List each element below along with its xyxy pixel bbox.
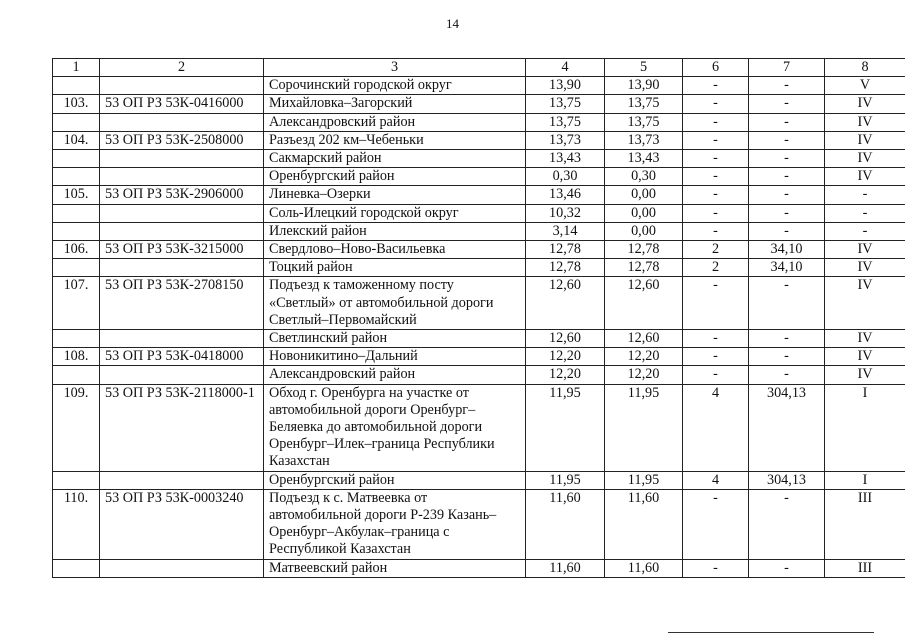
road-category-cell: IV bbox=[825, 330, 905, 348]
row-number-cell bbox=[53, 204, 100, 222]
bridges-length-cell: 34,10 bbox=[749, 241, 825, 259]
length-hard-surface-cell: 11,60 bbox=[605, 489, 683, 559]
road-name-cell: Подъезд к с. Матвеевка от автомобильной дороги Р-239 Казань–Оренбург–Акбулак–граница с Республикой Казахстан bbox=[264, 489, 526, 559]
bridges-count-cell: - bbox=[683, 366, 749, 384]
bridges-count-cell: - bbox=[683, 559, 749, 577]
road-id-cell bbox=[100, 150, 264, 168]
length-total-cell: 13,43 bbox=[526, 150, 605, 168]
road-name-cell: Александровский район bbox=[264, 113, 526, 131]
row-number-cell: 109. bbox=[53, 384, 100, 471]
header-cell-6: 6 bbox=[683, 59, 749, 77]
road-category-cell: III bbox=[825, 559, 905, 577]
road-category-cell: IV bbox=[825, 131, 905, 149]
road-id-cell bbox=[100, 366, 264, 384]
row-number-cell: 103. bbox=[53, 95, 100, 113]
length-hard-surface-cell: 0,00 bbox=[605, 222, 683, 240]
table-row bbox=[53, 366, 905, 384]
road-name-cell: Соль-Илецкий городской округ bbox=[264, 204, 526, 222]
bridges-length-cell: - bbox=[749, 186, 825, 204]
length-hard-surface-cell: 12,60 bbox=[605, 330, 683, 348]
length-total-cell: 13,75 bbox=[526, 95, 605, 113]
table-row bbox=[53, 348, 905, 366]
road-id-cell bbox=[100, 259, 264, 277]
bridges-count-cell: - bbox=[683, 222, 749, 240]
table-row bbox=[53, 131, 905, 149]
length-hard-surface-cell: 12,20 bbox=[605, 366, 683, 384]
bridges-length-cell: - bbox=[749, 113, 825, 131]
table-body bbox=[53, 59, 905, 578]
length-total-cell: 12,20 bbox=[526, 366, 605, 384]
table-row bbox=[53, 186, 905, 204]
bridges-length-cell: - bbox=[749, 277, 825, 330]
road-id-cell: 53 ОП РЗ 53К-0416000 bbox=[100, 95, 264, 113]
bridges-count-cell: 4 bbox=[683, 471, 749, 489]
length-hard-surface-cell: 13,73 bbox=[605, 131, 683, 149]
length-hard-surface-cell: 12,78 bbox=[605, 241, 683, 259]
length-hard-surface-cell: 12,20 bbox=[605, 348, 683, 366]
length-hard-surface-cell: 12,78 bbox=[605, 259, 683, 277]
row-number-cell: 107. bbox=[53, 277, 100, 330]
bridges-count-cell: - bbox=[683, 131, 749, 149]
length-hard-surface-cell: 0,00 bbox=[605, 186, 683, 204]
table-header-row bbox=[53, 59, 905, 77]
bridges-length-cell: - bbox=[749, 77, 825, 95]
table-row bbox=[53, 277, 905, 330]
table-row bbox=[53, 489, 905, 559]
row-number-cell bbox=[53, 366, 100, 384]
road-id-cell bbox=[100, 168, 264, 186]
road-name-cell: Сакмарский район bbox=[264, 150, 526, 168]
bridges-count-cell: - bbox=[683, 168, 749, 186]
table-row bbox=[53, 330, 905, 348]
road-category-cell: IV bbox=[825, 241, 905, 259]
length-total-cell: 12,78 bbox=[526, 259, 605, 277]
length-total-cell: 12,60 bbox=[526, 277, 605, 330]
bridges-length-cell: - bbox=[749, 204, 825, 222]
bridges-length-cell: - bbox=[749, 489, 825, 559]
table-row bbox=[53, 241, 905, 259]
row-number-cell: 106. bbox=[53, 241, 100, 259]
row-number-cell bbox=[53, 330, 100, 348]
road-name-cell: Тоцкий район bbox=[264, 259, 526, 277]
road-name-cell: Оренбургский район bbox=[264, 471, 526, 489]
road-id-cell: 53 ОП РЗ 53К-2906000 bbox=[100, 186, 264, 204]
bridges-length-cell: - bbox=[749, 222, 825, 240]
table-row bbox=[53, 259, 905, 277]
table-row bbox=[53, 471, 905, 489]
road-name-cell: Оренбургский район bbox=[264, 168, 526, 186]
bridges-count-cell: - bbox=[683, 186, 749, 204]
road-category-cell: IV bbox=[825, 366, 905, 384]
road-category-cell: IV bbox=[825, 277, 905, 330]
row-number-cell bbox=[53, 471, 100, 489]
table-row bbox=[53, 559, 905, 577]
header-cell-5: 5 bbox=[605, 59, 683, 77]
road-category-cell: V bbox=[825, 77, 905, 95]
bridges-length-cell: 304,13 bbox=[749, 384, 825, 471]
road-id-cell bbox=[100, 204, 264, 222]
row-number-cell: 104. bbox=[53, 131, 100, 149]
bridges-count-cell: - bbox=[683, 77, 749, 95]
header-cell-3: 3 bbox=[264, 59, 526, 77]
length-total-cell: 13,90 bbox=[526, 77, 605, 95]
length-total-cell: 11,60 bbox=[526, 559, 605, 577]
bridges-length-cell: - bbox=[749, 150, 825, 168]
header-cell-4: 4 bbox=[526, 59, 605, 77]
road-name-cell: Михайловка–Загорский bbox=[264, 95, 526, 113]
road-category-cell: IV bbox=[825, 259, 905, 277]
road-id-cell bbox=[100, 77, 264, 95]
bridges-count-cell: - bbox=[683, 330, 749, 348]
length-hard-surface-cell: 11,95 bbox=[605, 471, 683, 489]
length-hard-surface-cell: 11,60 bbox=[605, 559, 683, 577]
roads-table bbox=[52, 58, 905, 578]
header-cell-7: 7 bbox=[749, 59, 825, 77]
length-total-cell: 11,95 bbox=[526, 384, 605, 471]
length-total-cell: 0,30 bbox=[526, 168, 605, 186]
road-id-cell: 53 ОП РЗ 53К-0418000 bbox=[100, 348, 264, 366]
road-id-cell: 53 ОП РЗ 53К-3215000 bbox=[100, 241, 264, 259]
road-category-cell: IV bbox=[825, 150, 905, 168]
bridges-count-cell: - bbox=[683, 277, 749, 330]
road-id-cell: 53 ОП РЗ 53К-2118000-1 bbox=[100, 384, 264, 471]
road-name-cell: Подъезд к таможенному посту «Светлый» от автомобильной дороги Светлый–Первомайский bbox=[264, 277, 526, 330]
bridges-length-cell: - bbox=[749, 131, 825, 149]
row-number-cell bbox=[53, 222, 100, 240]
row-number-cell bbox=[53, 77, 100, 95]
row-number-cell bbox=[53, 168, 100, 186]
bridges-length-cell: 34,10 bbox=[749, 259, 825, 277]
header-cell-1: 1 bbox=[53, 59, 100, 77]
road-category-cell: - bbox=[825, 186, 905, 204]
header-cell-2: 2 bbox=[100, 59, 264, 77]
road-category-cell: I bbox=[825, 384, 905, 471]
length-total-cell: 11,60 bbox=[526, 489, 605, 559]
table-row bbox=[53, 95, 905, 113]
road-name-cell: Разъезд 202 км–Чебеньки bbox=[264, 131, 526, 149]
length-hard-surface-cell: 12,60 bbox=[605, 277, 683, 330]
road-name-cell: Илекский район bbox=[264, 222, 526, 240]
bridges-length-cell: 304,13 bbox=[749, 471, 825, 489]
length-total-cell: 12,20 bbox=[526, 348, 605, 366]
road-id-cell bbox=[100, 113, 264, 131]
road-id-cell: 53 ОП РЗ 53К-2508000 bbox=[100, 131, 264, 149]
bridges-count-cell: 2 bbox=[683, 259, 749, 277]
table-row bbox=[53, 222, 905, 240]
bridges-count-cell: 4 bbox=[683, 384, 749, 471]
table-row bbox=[53, 77, 905, 95]
road-category-cell: IV bbox=[825, 348, 905, 366]
bridges-count-cell: - bbox=[683, 348, 749, 366]
length-total-cell: 13,46 bbox=[526, 186, 605, 204]
bridges-length-cell: - bbox=[749, 95, 825, 113]
bridges-length-cell: - bbox=[749, 330, 825, 348]
length-total-cell: 12,60 bbox=[526, 330, 605, 348]
bridges-length-cell: - bbox=[749, 168, 825, 186]
road-category-cell: - bbox=[825, 204, 905, 222]
bridges-count-cell: - bbox=[683, 150, 749, 168]
length-total-cell: 11,95 bbox=[526, 471, 605, 489]
table-row bbox=[53, 204, 905, 222]
road-name-cell: Светлинский район bbox=[264, 330, 526, 348]
road-id-cell: 53 ОП РЗ 53К-0003240 bbox=[100, 489, 264, 559]
length-hard-surface-cell: 13,43 bbox=[605, 150, 683, 168]
road-name-cell: Обход г. Оренбурга на участке от автомобильной дороги Оренбург–Беляевка до автомобильной дороги Оренбург–Илек–граница Республики Казахстан bbox=[264, 384, 526, 471]
row-number-cell bbox=[53, 150, 100, 168]
table-row bbox=[53, 150, 905, 168]
road-category-cell: IV bbox=[825, 113, 905, 131]
road-name-cell: Линевка–Озерки bbox=[264, 186, 526, 204]
table-row bbox=[53, 384, 905, 471]
bridges-count-cell: 2 bbox=[683, 241, 749, 259]
road-id-cell bbox=[100, 222, 264, 240]
length-hard-surface-cell: 0,30 bbox=[605, 168, 683, 186]
row-number-cell: 110. bbox=[53, 489, 100, 559]
row-number-cell: 105. bbox=[53, 186, 100, 204]
road-category-cell: IV bbox=[825, 168, 905, 186]
footer-rule bbox=[668, 632, 874, 633]
road-name-cell: Матвеевский район bbox=[264, 559, 526, 577]
road-name-cell: Свердлово–Ново-Васильевка bbox=[264, 241, 526, 259]
length-total-cell: 13,75 bbox=[526, 113, 605, 131]
row-number-cell bbox=[53, 259, 100, 277]
bridges-count-cell: - bbox=[683, 113, 749, 131]
road-id-cell: 53 ОП РЗ 53К-2708150 bbox=[100, 277, 264, 330]
bridges-length-cell: - bbox=[749, 366, 825, 384]
bridges-length-cell: - bbox=[749, 348, 825, 366]
row-number-cell: 108. bbox=[53, 348, 100, 366]
length-total-cell: 12,78 bbox=[526, 241, 605, 259]
table-row bbox=[53, 168, 905, 186]
road-name-cell: Александровский район bbox=[264, 366, 526, 384]
road-category-cell: I bbox=[825, 471, 905, 489]
length-total-cell: 10,32 bbox=[526, 204, 605, 222]
length-hard-surface-cell: 0,00 bbox=[605, 204, 683, 222]
road-name-cell: Новоникитино–Дальний bbox=[264, 348, 526, 366]
page-number: 14 bbox=[446, 16, 459, 31]
road-id-cell bbox=[100, 559, 264, 577]
road-id-cell bbox=[100, 471, 264, 489]
row-number-cell bbox=[53, 559, 100, 577]
length-hard-surface-cell: 13,90 bbox=[605, 77, 683, 95]
bridges-count-cell: - bbox=[683, 95, 749, 113]
bridges-count-cell: - bbox=[683, 489, 749, 559]
road-id-cell bbox=[100, 330, 264, 348]
bridges-length-cell: - bbox=[749, 559, 825, 577]
road-name-cell: Сорочинский городской округ bbox=[264, 77, 526, 95]
row-number-cell bbox=[53, 113, 100, 131]
table-row bbox=[53, 113, 905, 131]
road-category-cell: IV bbox=[825, 95, 905, 113]
length-hard-surface-cell: 13,75 bbox=[605, 95, 683, 113]
road-category-cell: III bbox=[825, 489, 905, 559]
road-category-cell: - bbox=[825, 222, 905, 240]
bridges-count-cell: - bbox=[683, 204, 749, 222]
header-cell-8: 8 bbox=[825, 59, 905, 77]
length-total-cell: 3,14 bbox=[526, 222, 605, 240]
length-hard-surface-cell: 13,75 bbox=[605, 113, 683, 131]
length-total-cell: 13,73 bbox=[526, 131, 605, 149]
length-hard-surface-cell: 11,95 bbox=[605, 384, 683, 471]
